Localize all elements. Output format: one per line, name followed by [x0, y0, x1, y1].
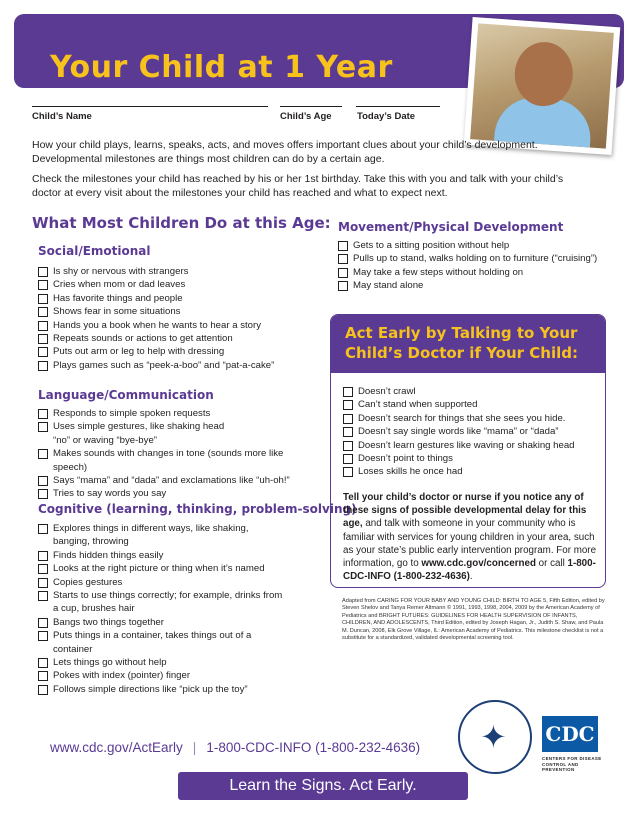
hhs-seal-logo: [458, 700, 532, 774]
cdc-logo: CDC: [542, 716, 598, 752]
act-early-body-text: and talk with someone in your community who is familiar with services for young children in your area, such as your state’s public early intervention program. For more information, go to: [343, 518, 597, 570]
main-heading: What Most Children Do at this Age:: [32, 214, 331, 232]
checklist-item[interactable]: Uses simple gestures, like shaking head “no” or waving “bye-bye”: [38, 420, 238, 447]
cdc-logo-subtitle: CENTERS FOR DISEASE CONTROL AND PREVENTION: [542, 756, 602, 772]
checklist-item[interactable]: Plays games such as “peek-a-boo” and “pat-a-cake”: [38, 359, 318, 372]
info-fields: [32, 106, 452, 128]
intro-paragraph: Check the milestones your child has reached by his or her 1st birthday. Take this with you and talk with your child’s doctor at every visit about the milestones your child has reached and what to expect next.: [32, 173, 564, 199]
checklist-item[interactable]: Repeats sounds or actions to get attention: [38, 332, 318, 345]
act-early-box: [330, 314, 606, 588]
checklist-item[interactable]: Is shy or nervous with strangers: [38, 265, 318, 278]
checklist-item[interactable]: Doesn’t crawl: [343, 385, 599, 398]
movement-heading: Movement/Physical Development: [338, 220, 564, 234]
checklist-item[interactable]: Puts things in a container, takes things out of a container: [38, 629, 290, 656]
act-early-end-text: .: [469, 571, 473, 583]
checklist-item[interactable]: Bangs two things together: [38, 616, 290, 629]
checklist-item[interactable]: May stand alone: [338, 279, 608, 292]
footer-separator: |: [192, 740, 197, 755]
childs-age-field[interactable]: Child’s Age: [280, 106, 342, 122]
checklist-item[interactable]: Doesn’t learn gestures like waving or shaking head: [343, 439, 599, 452]
checklist-item[interactable]: Gets to a sitting position without help: [338, 239, 608, 252]
eagle-icon: ✦: [480, 719, 507, 755]
social-checklist: [38, 265, 318, 372]
act-early-title: Act Early by Talking to Your Child’s Doctor if Your Child:: [345, 324, 578, 362]
checklist-item[interactable]: Starts to use things correctly; for example, drinks from a cup, brushes hair: [38, 589, 288, 616]
intro-text: [32, 138, 592, 206]
checklist-item[interactable]: Hands you a book when he wants to hear a story: [38, 319, 318, 332]
act-early-text: [343, 491, 599, 583]
website-link[interactable]: www.cdc.gov/ActEarly: [50, 740, 183, 755]
footer-phone: 1-800-CDC-INFO (1-800-232-4636): [206, 740, 421, 755]
checklist-item[interactable]: Looks at the right picture or thing when it’s named: [38, 562, 290, 575]
social-heading: Social/Emotional: [38, 244, 151, 258]
intro-paragraph: How your child plays, learns, speaks, acts, and moves offers important clues about your child’s development. Developmental milestones are things most children can do by a certain age.: [32, 139, 538, 165]
checklist-item[interactable]: Pulls up to stand, walks holding on to furniture (“cruising”): [338, 252, 608, 265]
concerned-link[interactable]: www.cdc.gov/concerned: [421, 558, 536, 570]
checklist-item[interactable]: Copies gestures: [38, 576, 290, 589]
language-checklist: [38, 407, 310, 501]
checklist-item[interactable]: Lets things go without help: [38, 656, 290, 669]
checklist-item[interactable]: Doesn’t point to things: [343, 452, 599, 465]
todays-date-field[interactable]: Today’s Date: [356, 106, 440, 122]
page-title: Your Child at 1 Year: [50, 50, 393, 85]
checklist-item[interactable]: Says “mama” and “dada” and exclamations like “uh-oh!”: [38, 474, 310, 487]
movement-checklist: [338, 239, 608, 293]
checklist-item[interactable]: Tries to say words you say: [38, 487, 310, 500]
checklist-item[interactable]: Doesn’t say single words like “mama” or “dada”: [343, 425, 599, 438]
checklist-item[interactable]: Follows simple directions like “pick up the toy”: [38, 683, 290, 696]
checklist-item[interactable]: Makes sounds with changes in tone (sounds more like speech): [38, 447, 310, 474]
cognitive-heading: Cognitive (learning, thinking, problem-solving): [38, 502, 357, 516]
checklist-item[interactable]: Doesn’t search for things that she sees you hide.: [343, 412, 599, 425]
act-early-checklist: [343, 385, 599, 479]
citation-text: Adapted from CARING FOR YOUR BABY AND YOUNG CHILD: BIRTH TO AGE 5, Fifth Edition, edited by Steven Shelov and Tanya Remer Altmann © 1991, 1993, 1998, 2004, 2009 by the American Academy of Pediatrics and BRIGHT FUTURES: GUIDELINES FOR HEALTH SUPERVISION OF INFANTS, CHILDREN, AND ADOLESCENTS, Third Edition, edited by Joseph Hagan, Jr., Judith S. Shaw, and Paula M. Duncan, 2008, Elk Grove Village, IL: American Academy of Pediatrics. This milestone checklist is not a substitute for a standardized, validated developmental screening tool.: [342, 598, 605, 642]
checklist-item[interactable]: Pokes with index (pointer) finger: [38, 669, 290, 682]
checklist-item[interactable]: Shows fear in some situations: [38, 305, 318, 318]
act-early-phone: 1-800-CDC-INFO (1-800-232-4636): [343, 558, 596, 583]
tagline-bar: Learn the Signs. Act Early.: [178, 772, 468, 800]
checklist-item[interactable]: Loses skills he once had: [343, 465, 599, 478]
childs-name-field[interactable]: Child’s Name: [32, 106, 268, 122]
act-early-call-text: or call: [535, 558, 568, 570]
checklist-item[interactable]: May take a few steps without holding on: [338, 266, 608, 279]
act-early-bold-text: Tell your child’s doctor or nurse if you notice any of these signs of possible developmental delay for this age,: [343, 492, 587, 530]
checklist-item[interactable]: Puts out arm or leg to help with dressing: [38, 345, 318, 358]
checklist-item[interactable]: Can’t stand when supported: [343, 398, 599, 411]
cognitive-checklist: [38, 522, 290, 696]
checklist-item[interactable]: Responds to simple spoken requests: [38, 407, 310, 420]
checklist-item[interactable]: Finds hidden things easily: [38, 549, 290, 562]
language-heading: Language/Communication: [38, 388, 214, 402]
checklist-item[interactable]: Cries when mom or dad leaves: [38, 278, 318, 291]
checklist-item[interactable]: Has favorite things and people: [38, 292, 318, 305]
child-photo: [464, 17, 621, 155]
checklist-item[interactable]: Explores things in different ways, like shaking, banging, throwing: [38, 522, 253, 549]
footer-contact: [50, 740, 420, 755]
